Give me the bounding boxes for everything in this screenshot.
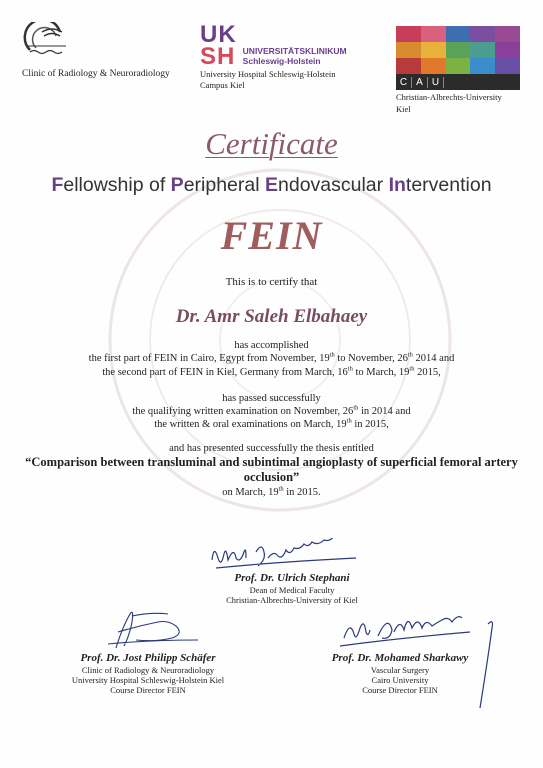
uksh-logo [200, 21, 370, 90]
first-part-text-c: 2014 and [412, 353, 455, 364]
left-signature-block [48, 652, 248, 695]
thesis-date-line [0, 487, 543, 499]
uksh-name-line1: UNIVERSITÄTSKLINIKUM [242, 46, 347, 56]
dean-title: Dean of Medical Faculty [249, 585, 335, 595]
second-part-text-b: to March, 19 [352, 367, 410, 378]
subtitle-rest-2: eripheral [183, 174, 265, 196]
cau-color-cell [396, 42, 421, 58]
first-part-text-a: the first part of FEIN in Cairo, Egypt from November, 19 [88, 353, 330, 364]
uksh-name [243, 46, 347, 66]
presented-text: and has presented successfully the thesis entitled [169, 443, 374, 454]
subtitle-initial-p: P [170, 174, 184, 196]
oral-exam-sup: th [346, 417, 352, 425]
written-exam-text-a: the qualifying written examination on November, 26 [132, 406, 354, 417]
cau-color-cell [495, 26, 520, 42]
uksh-name-line2: Schleswig-Holstein [242, 56, 321, 66]
cau-color-cell [396, 26, 421, 42]
passed-text: has passed successfully [222, 393, 321, 404]
right-signatory-line3: Course Director FEIN [362, 685, 438, 695]
first-part-line [0, 353, 543, 365]
cau-letter-u: U [428, 77, 444, 88]
uksh-text-line1: University Hospital Schleswig-Holstein [200, 69, 336, 79]
left-signatory-line1: Clinic of Radiology & Neuroradiology [81, 665, 215, 675]
uksh-mark-bottom: SH [200, 43, 236, 70]
uksh-mark [200, 21, 237, 70]
radiology-logo-icon [22, 22, 78, 62]
thesis-date-text-b: in 2015. [283, 487, 321, 498]
oral-exam-text-b: in 2015, [351, 419, 389, 430]
subtitle-rest-1: ellowship of [63, 174, 171, 196]
written-exam-text-b: in 2014 and [358, 406, 411, 417]
certificate-title: Certificate [205, 126, 338, 161]
thesis-date-text-a: on March, 19 [222, 487, 279, 498]
cau-letter-c: C [396, 77, 412, 88]
left-signatory-name: Prof. Dr. Jost Philipp Schäfer [80, 652, 216, 664]
cau-letter-a: A [412, 77, 428, 88]
cau-color-cell [421, 58, 446, 74]
first-part-sup2: th [407, 351, 413, 359]
accomplished-text: has accomplished [234, 340, 309, 351]
subtitle-initial-e: E [264, 174, 278, 196]
cau-color-cell [421, 26, 446, 42]
cau-text-line1: Christian-Albrechts-University [396, 92, 502, 102]
oral-exam-line [0, 419, 543, 431]
subtitle-initial-in: In [388, 174, 406, 196]
cau-text-line2: Kiel [396, 104, 411, 114]
first-part-sup1: th [329, 351, 335, 359]
left-signatory-line3: Course Director FEIN [110, 685, 186, 695]
second-part-text-a: the second part of FEIN in Kiel, Germany from March, 16 [102, 367, 348, 378]
cau-color-cell [470, 58, 495, 74]
thesis-date-sup: th [278, 485, 284, 493]
fellowship-subtitle [0, 174, 543, 197]
left-signature [88, 606, 218, 654]
cau-color-cell [396, 58, 421, 74]
oral-exam-text-a: the written & oral examinations on March, 19 [154, 419, 347, 430]
cau-logo [396, 26, 526, 114]
clinic-radiology-logo [22, 22, 192, 79]
recipient-name: Dr. Amr Saleh Elbahaey [175, 306, 368, 327]
dean-institution: Christian-Albrechts-University of Kiel [226, 595, 358, 605]
cau-color-cell [446, 26, 471, 42]
dean-signature-block [192, 572, 392, 605]
cau-color-cell [495, 42, 520, 58]
first-part-text-b: to November, 26 [334, 353, 408, 364]
fein-acronym: FEIN [220, 213, 323, 258]
right-signatory-name: Prof. Dr. Mohamed Sharkawy [331, 652, 469, 664]
cau-color-cell [446, 42, 471, 58]
subtitle-rest-3: ndovascular [278, 174, 389, 196]
right-signature-block [300, 652, 500, 695]
subtitle-initial-f: F [51, 174, 64, 196]
second-part-sup2: th [409, 365, 415, 373]
written-exam-sup: th [353, 404, 359, 412]
right-signatory-line2: Cairo University [371, 675, 429, 685]
left-signatory-line2: University Hospital Schleswig-Holstein Kiel [71, 675, 225, 685]
cau-letter-bar [396, 74, 520, 90]
right-signatory-line1: Vascular Surgery [370, 665, 430, 675]
uksh-text-line2: Campus Kiel [200, 80, 245, 90]
second-part-sup1: th [347, 365, 353, 373]
written-exam-line [0, 406, 543, 418]
cau-color-cell [470, 26, 495, 42]
cau-color-grid [396, 26, 520, 74]
cau-color-cell [495, 58, 520, 74]
cau-color-cell [470, 42, 495, 58]
dean-signature [208, 538, 368, 572]
uksh-mark-top: UK [200, 21, 237, 48]
subtitle-rest-4: tervention [405, 174, 492, 196]
thesis-title: “Comparison between transluminal and subintimal angioplasty of superficial femoral artery occlusion” [25, 455, 518, 484]
clinic-logo-text: Clinic of Radiology & Neuroradiology [22, 69, 170, 79]
dean-name: Prof. Dr. Ulrich Stephani [234, 572, 350, 584]
cau-color-cell [421, 42, 446, 58]
second-part-line [0, 367, 543, 379]
certify-text: This is to certify that [225, 276, 318, 288]
cau-color-cell [446, 58, 471, 74]
second-part-text-c: 2015, [414, 367, 441, 378]
